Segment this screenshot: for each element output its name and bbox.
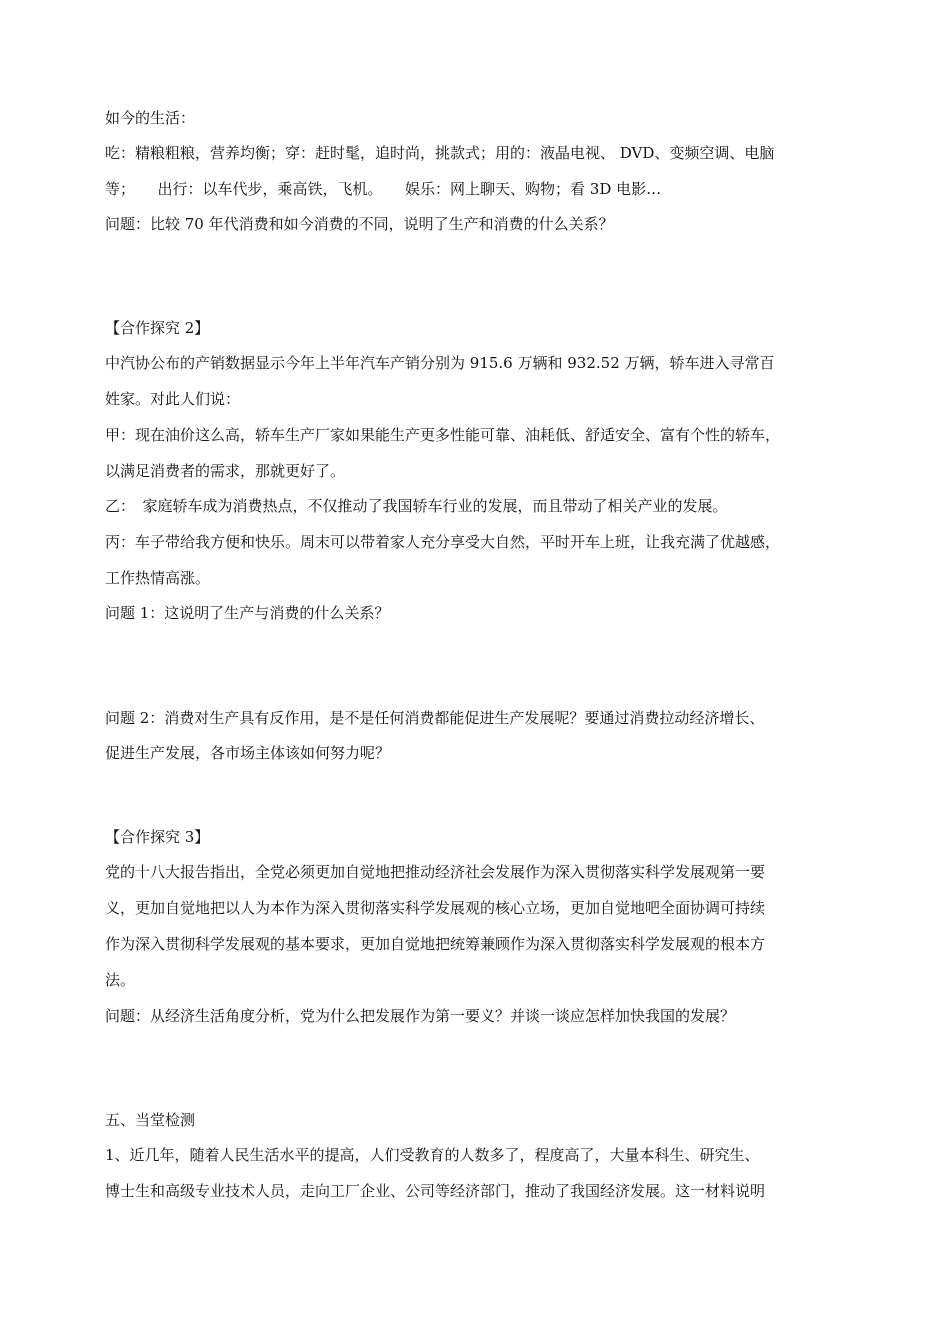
text-line: 促进生产发展，各市场主体该如何努力呢？	[105, 744, 391, 762]
text-line: 吃：精粮粗粮，营养均衡；穿：赶时髦，追时尚，挑款式；用的：液晶电视、 DVD、变频空调、电脑	[105, 144, 775, 162]
text-line: 甲：现在油价这么高，轿车生产厂家如果能生产更多性能可靠、油耗低、舒适安全、富有个性的轿车，	[105, 426, 781, 444]
question-line: 问题：从经济生活角度分析，党为什么把发展作为第一要义？并谈一谈应怎样加快我国的发展？	[105, 1007, 736, 1025]
text-line: 乙： 家庭轿车成为消费热点，不仅推动了我国轿车行业的发展，而且带动了相关产业的发展。	[105, 497, 728, 515]
text-line: 党的十八大报告指出，全党必须更加自觉地把推动经济社会发展作为深入贯彻落实科学发展观第一要	[105, 863, 766, 881]
text-line: 法。	[105, 971, 136, 989]
section-heading: 【合作探究 2】	[105, 319, 210, 337]
text-line: 作为深入贯彻科学发展观的基本要求，更加自觉地把统筹兼顾作为深入贯彻落实科学发展观的根本方	[105, 935, 766, 953]
question-line: 问题 1：这说明了生产与消费的什么关系？	[105, 604, 390, 622]
text-line: 中汽协公布的产销数据显示今年上半年汽车产销分别为 915.6 万辆和 932.52 万辆，轿车进入寻常百	[105, 354, 775, 372]
section-heading: 五、当堂检测	[105, 1111, 196, 1129]
text-line: 姓家。对此人们说：	[105, 390, 241, 408]
text-line: 1、近几年，随着人民生活水平的提高，人们受教育的人数多了，程度高了，大量本科生、研究生、	[105, 1146, 760, 1164]
text-line: 等； 出行：以车代步，乘高铁，飞机。 娱乐：网上聊天、购物；看 3D 电影…	[105, 180, 662, 198]
text-line: 博士生和高级专业技术人员，走向工厂企业、公司等经济部门，推动了我国经济发展。这一材料说明	[105, 1182, 766, 1200]
question-line: 问题 2：消费对生产具有反作用，是不是任何消费都能促进生产发展呢？要通过消费拉动经济增长、	[105, 709, 765, 727]
section-heading: 【合作探究 3】	[105, 828, 210, 846]
text-line: 以满足消费者的需求，那就更好了。	[105, 462, 346, 480]
text-line: 如今的生活：	[105, 109, 196, 127]
text-line: 丙：车子带给我方便和快乐。周末可以带着家人充分享受大自然，平时开车上班，让我充满了优越感，	[105, 533, 781, 551]
text-line: 义，更加自觉地把以人为本作为深入贯彻落实科学发展观的核心立场，更加自觉地吧全面协调可持续	[105, 899, 766, 917]
text-line: 工作热情高涨。	[105, 569, 211, 587]
text-line: 问题：比较 70 年代消费和如今消费的不同，说明了生产和消费的什么关系？	[105, 215, 614, 233]
